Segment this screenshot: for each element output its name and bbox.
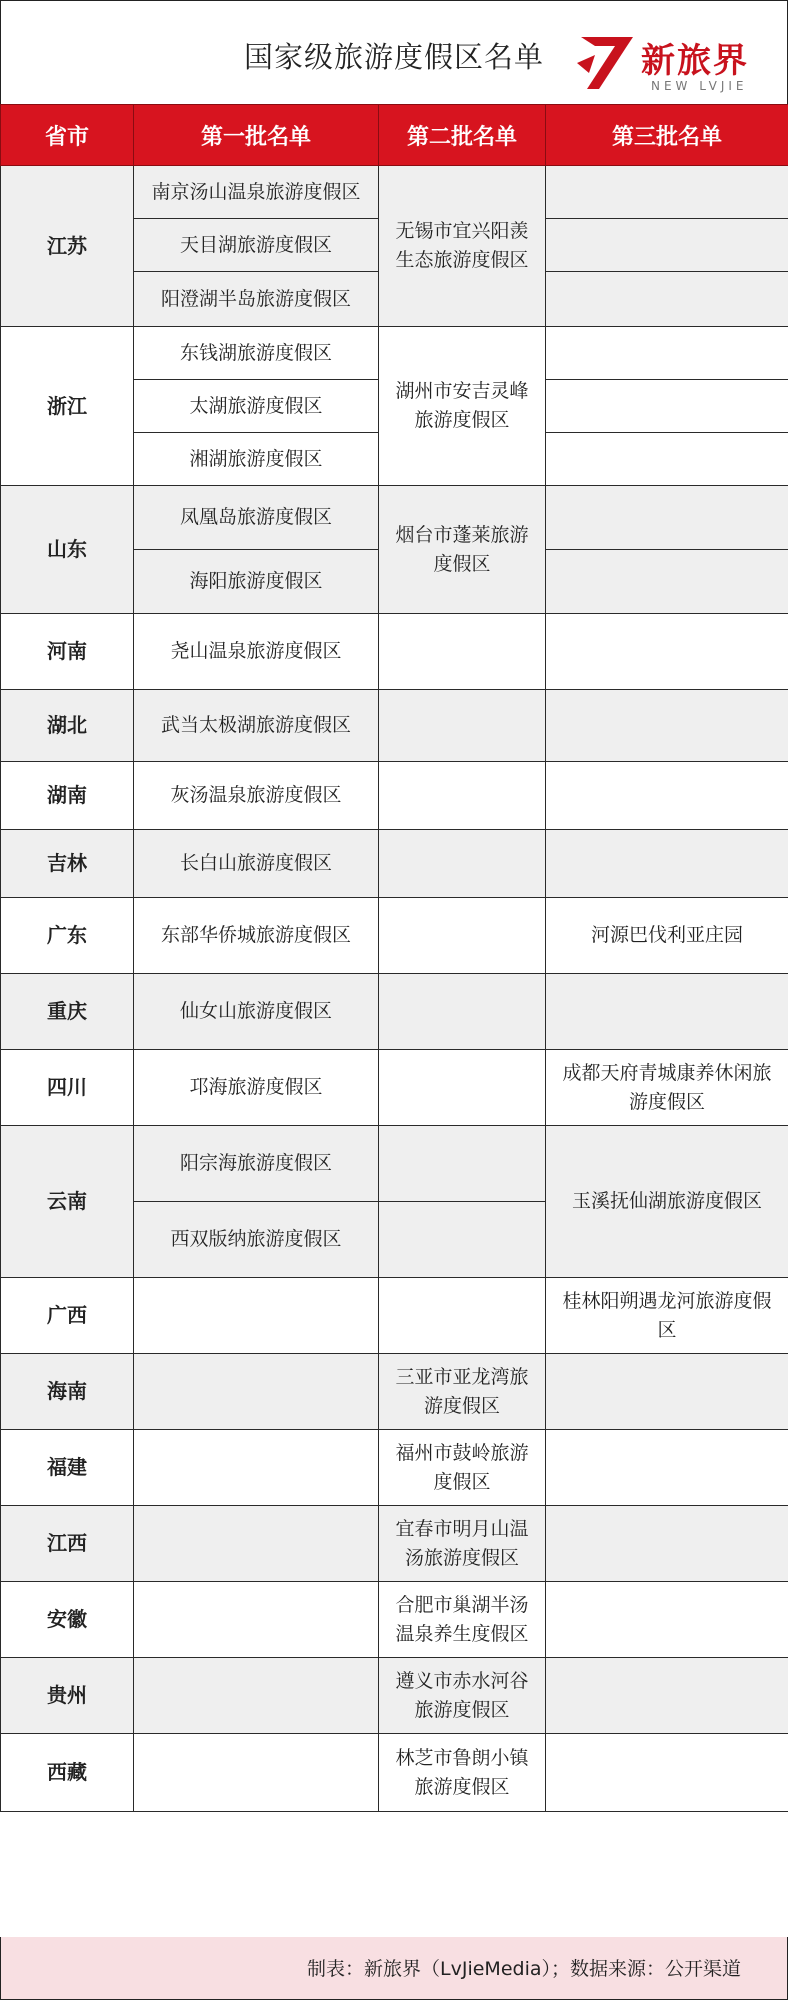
province-cell: 吉林 (1, 830, 134, 898)
province-cell: 广西 (1, 1278, 134, 1354)
batch-3-cell (546, 486, 788, 550)
batch-1-cell (134, 1354, 379, 1430)
column-header-batch-2: 第二批名单 (379, 105, 546, 166)
batch-2-cell: 福州市鼓岭旅游度假区 (379, 1430, 546, 1506)
batch-1-cell (134, 1734, 379, 1812)
logo-mark-icon (575, 33, 637, 91)
column-header-batch-1: 第一批名单 (134, 105, 379, 166)
province-cell: 四川 (1, 1050, 134, 1126)
table-row (1, 614, 788, 690)
batch-2-cell (379, 898, 546, 974)
batch-1-cell: 西双版纳旅游度假区 (134, 1202, 379, 1278)
batch-3-cell (546, 1658, 788, 1734)
batch-2-cell: 无锡市宜兴阳羡生态旅游度假区 (379, 166, 546, 327)
brand-logo (575, 29, 765, 99)
batch-3-cell (546, 690, 788, 762)
table-row (1, 486, 788, 550)
batch-1-cell (134, 1278, 379, 1354)
batch-2-cell (379, 1202, 546, 1278)
batch-1-cell: 海阳旅游度假区 (134, 550, 379, 614)
table-row (1, 1050, 788, 1126)
batch-2-cell: 湖州市安吉灵峰旅游度假区 (379, 327, 546, 486)
province-cell: 福建 (1, 1430, 134, 1506)
batch-2-cell (379, 762, 546, 830)
batch-1-cell: 凤凰岛旅游度假区 (134, 486, 379, 550)
batch-1-cell (134, 1658, 379, 1734)
batch-3-cell (546, 327, 788, 380)
batch-3-cell (546, 1506, 788, 1582)
batch-3-cell (546, 433, 788, 486)
province-cell: 江西 (1, 1506, 134, 1582)
table-row (1, 1506, 788, 1582)
batch-3-cell: 桂林阳朔遇龙河旅游度假区 (546, 1278, 788, 1354)
batch-3-cell (546, 1582, 788, 1658)
province-cell: 云南 (1, 1126, 134, 1278)
table-row (1, 1354, 788, 1430)
table-row (1, 898, 788, 974)
batch-2-cell (379, 1278, 546, 1354)
province-cell: 重庆 (1, 974, 134, 1050)
batch-1-cell: 长白山旅游度假区 (134, 830, 379, 898)
table-row (1, 166, 788, 219)
table-row (1, 1658, 788, 1734)
province-cell: 河南 (1, 614, 134, 690)
batch-3-cell (546, 762, 788, 830)
table-row (1, 974, 788, 1050)
batch-2-cell: 三亚市亚龙湾旅游度假区 (379, 1354, 546, 1430)
batch-3-cell (546, 272, 788, 327)
table-header-row (1, 105, 788, 166)
footer (0, 1937, 788, 2000)
batch-1-cell: 东部华侨城旅游度假区 (134, 898, 379, 974)
batch-3-cell: 成都天府青城康养休闲旅游度假区 (546, 1050, 788, 1126)
batch-2-cell: 合肥市巢湖半汤温泉养生度假区 (379, 1582, 546, 1658)
table-row (1, 1582, 788, 1658)
batch-3-cell (546, 380, 788, 433)
batch-3-cell (546, 614, 788, 690)
batch-1-cell (134, 1506, 379, 1582)
province-cell: 安徽 (1, 1582, 134, 1658)
batch-2-cell (379, 690, 546, 762)
batch-3-cell: 河源巴伐利亚庄园 (546, 898, 788, 974)
batch-2-cell (379, 974, 546, 1050)
batch-1-cell: 邛海旅游度假区 (134, 1050, 379, 1126)
batch-1-cell: 武当太极湖旅游度假区 (134, 690, 379, 762)
province-cell: 湖南 (1, 762, 134, 830)
source-note: 制表：新旅界（LvJieMedia）；数据来源：公开渠道 (307, 1958, 741, 1980)
batch-1-cell: 湘湖旅游度假区 (134, 433, 379, 486)
batch-1-cell: 阳宗海旅游度假区 (134, 1126, 379, 1202)
logo-text-cn: 新旅界 (641, 41, 749, 81)
batch-3-cell (546, 1734, 788, 1812)
column-header-province: 省市 (1, 105, 134, 166)
province-cell: 山东 (1, 486, 134, 614)
batch-2-cell (379, 614, 546, 690)
batch-1-cell: 仙女山旅游度假区 (134, 974, 379, 1050)
table-row (1, 1278, 788, 1354)
resort-table (0, 104, 788, 1812)
batch-1-cell (134, 1430, 379, 1506)
batch-1-cell: 尧山温泉旅游度假区 (134, 614, 379, 690)
page-title: 国家级旅游度假区名单 (243, 40, 544, 74)
table-row (1, 830, 788, 898)
batch-3-cell (546, 830, 788, 898)
table-row (1, 1126, 788, 1202)
table-row (1, 690, 788, 762)
batch-3-cell: 玉溪抚仙湖旅游度假区 (546, 1126, 788, 1278)
batch-2-cell: 宜春市明月山温汤旅游度假区 (379, 1506, 546, 1582)
batch-1-cell: 灰汤温泉旅游度假区 (134, 762, 379, 830)
column-header-batch-3: 第三批名单 (546, 105, 788, 166)
batch-1-cell (134, 1582, 379, 1658)
batch-2-cell (379, 1050, 546, 1126)
batch-2-cell: 烟台市蓬莱旅游度假区 (379, 486, 546, 614)
batch-3-cell (546, 974, 788, 1050)
batch-1-cell: 东钱湖旅游度假区 (134, 327, 379, 380)
batch-3-cell (546, 550, 788, 614)
batch-1-cell: 南京汤山温泉旅游度假区 (134, 166, 379, 219)
batch-2-cell (379, 1126, 546, 1202)
batch-3-cell (546, 219, 788, 272)
batch-3-cell (546, 1430, 788, 1506)
batch-3-cell (546, 1354, 788, 1430)
province-cell: 广东 (1, 898, 134, 974)
province-cell: 浙江 (1, 327, 134, 486)
province-cell: 江苏 (1, 166, 134, 327)
batch-3-cell (546, 166, 788, 219)
province-cell: 海南 (1, 1354, 134, 1430)
logo-text-en: NEW LVJIE (651, 79, 748, 93)
batch-1-cell: 太湖旅游度假区 (134, 380, 379, 433)
province-cell: 贵州 (1, 1658, 134, 1734)
province-cell: 湖北 (1, 690, 134, 762)
province-cell: 西藏 (1, 1734, 134, 1812)
table-row (1, 327, 788, 380)
batch-2-cell: 林芝市鲁朗小镇旅游度假区 (379, 1734, 546, 1812)
header (0, 0, 788, 105)
batch-2-cell (379, 830, 546, 898)
table-row (1, 1734, 788, 1812)
batch-2-cell: 遵义市赤水河谷旅游度假区 (379, 1658, 546, 1734)
batch-1-cell: 天目湖旅游度假区 (134, 219, 379, 272)
table-row (1, 1430, 788, 1506)
batch-1-cell: 阳澄湖半岛旅游度假区 (134, 272, 379, 327)
table-row (1, 762, 788, 830)
